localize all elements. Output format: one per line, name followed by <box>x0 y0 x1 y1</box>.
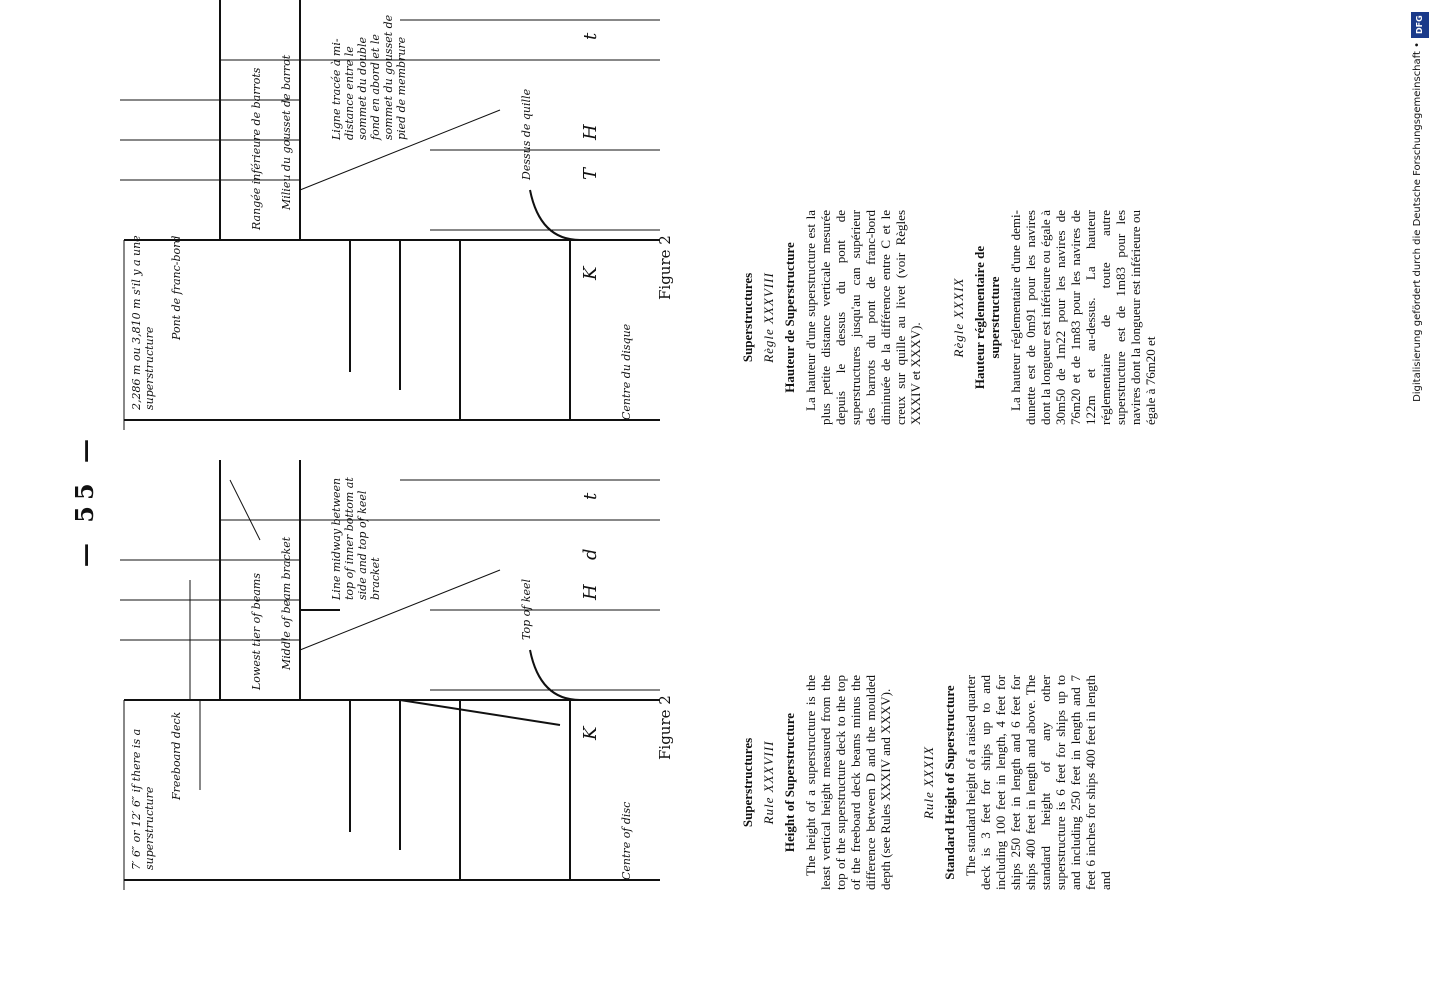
digitization-credit <box>1410 12 1430 402</box>
symbol-k: K <box>580 266 601 280</box>
symbol-t-small: t <box>580 32 601 40</box>
rule-paragraph: La hauteur réglementaire d'une demi-dunette est de 0m91 pour les navires dont la longueur est inférieure ou égale à 30m50 de 1m22 pour les navires de 76m20 et de 1m83 pour les navires de 122m et au-dessus. La hauteur réglementaire de toute autre superstructure est de 1m83 pour les navires dont la longueur est inférieure ou égale à 76m20 et <box>1008 210 1158 425</box>
rule-paragraph: La hauteur d'une superstructure est la plus petite distance verticale mesurée depuis le dessus du pont de superstructures jusqu'au can supérieur des barrots du pont de franc-bord diminuée de la différence entre C et le creux sur quille au livet (voir Règles XXXIV et XXXV). <box>803 210 923 425</box>
label-lower-tier: Rangée inférieure de barrots <box>250 67 263 230</box>
rule-title: Height of Superstructure <box>782 712 797 853</box>
label-line-midway: Ligne tracée à mi-distance entre le sommet du double fond en abord et le sommet du gousset de pied de membrure <box>330 14 408 140</box>
english-text-column <box>740 675 1113 890</box>
credit-text: Digitalisierung gefördert durch die Deutsche Forschungsgemeinschaft • <box>1412 42 1423 402</box>
rule-title: Hauteur de Superstructure <box>782 242 797 393</box>
rule-heading: Rule XXXVIII <box>761 740 776 825</box>
rule-heading: Règle XXXVIII <box>761 272 776 363</box>
symbol-d: d <box>580 548 601 560</box>
figure-caption: Figure 2 <box>656 235 674 300</box>
symbol-t: t <box>580 492 601 500</box>
dfg-logo: DFG <box>1411 12 1429 38</box>
label-top-note: 2,286 m ou 3,810 m s'il y a une superstructure <box>130 235 156 410</box>
rule-heading: Rule XXXIX <box>921 745 936 820</box>
section-title: Superstructures <box>740 272 755 363</box>
symbol-k: K <box>580 726 601 740</box>
section-title: Superstructures <box>740 737 755 828</box>
french-text-column <box>740 210 1158 425</box>
hull-section-drawing <box>100 460 680 900</box>
figure-caption: Figure 2 <box>656 695 674 760</box>
label-middle-bracket: Milieu du gousset de barrot <box>280 54 293 210</box>
label-top-keel: Dessus de quille <box>520 88 533 180</box>
rule-title: Hauteur réglementaire de superstructure <box>972 245 1002 390</box>
french-figure <box>100 0 680 440</box>
rule-title: Standard Height of Superstructure <box>942 685 957 880</box>
symbol-h: H <box>580 124 601 140</box>
rule-heading: Règle XXXIX <box>951 277 966 358</box>
label-middle-bracket: Middle of beam bracket <box>280 536 293 670</box>
label-top-keel: Top of keel <box>520 578 533 640</box>
label-freeboard-deck: Freeboard deck <box>170 711 183 800</box>
label-line-midway: Line midway between top of inner bottom at side and top of keel bracket <box>330 477 382 600</box>
label-top-note: 7′ 6″ or 12′ 6″ if there is a superstructure <box>130 728 156 870</box>
label-lowest-tier: Lowest tier of beams <box>250 573 263 690</box>
label-centre: Centre of disc <box>620 801 633 880</box>
page-number: — 55 — <box>70 432 99 568</box>
rule-paragraph: The height of a superstructure is the least vertical height measured from the top of the superstructure deck to the top of the freeboard deck beams minus the difference between D and the moulded depth (see Rules XXXIV and XXXV). <box>803 675 893 890</box>
rule-paragraph: The standard height of a raised quarter deck is 3 feet for ships up to and including 100 feet in length, 4 feet for ships 250 feet in length and 6 feet for ships 400 feet in length and above. The standard height of any other superstructure is 6 feet for ships up to and including 250 feet in length and 7 feet 6 inches for ships 400 feet in length and <box>963 675 1113 890</box>
symbol-t: T <box>580 167 601 180</box>
english-figure <box>100 460 680 900</box>
label-centre: Centre du disque <box>620 323 633 420</box>
label-deck: Pont de franc-bord <box>170 235 183 340</box>
symbol-h: H <box>580 584 601 600</box>
